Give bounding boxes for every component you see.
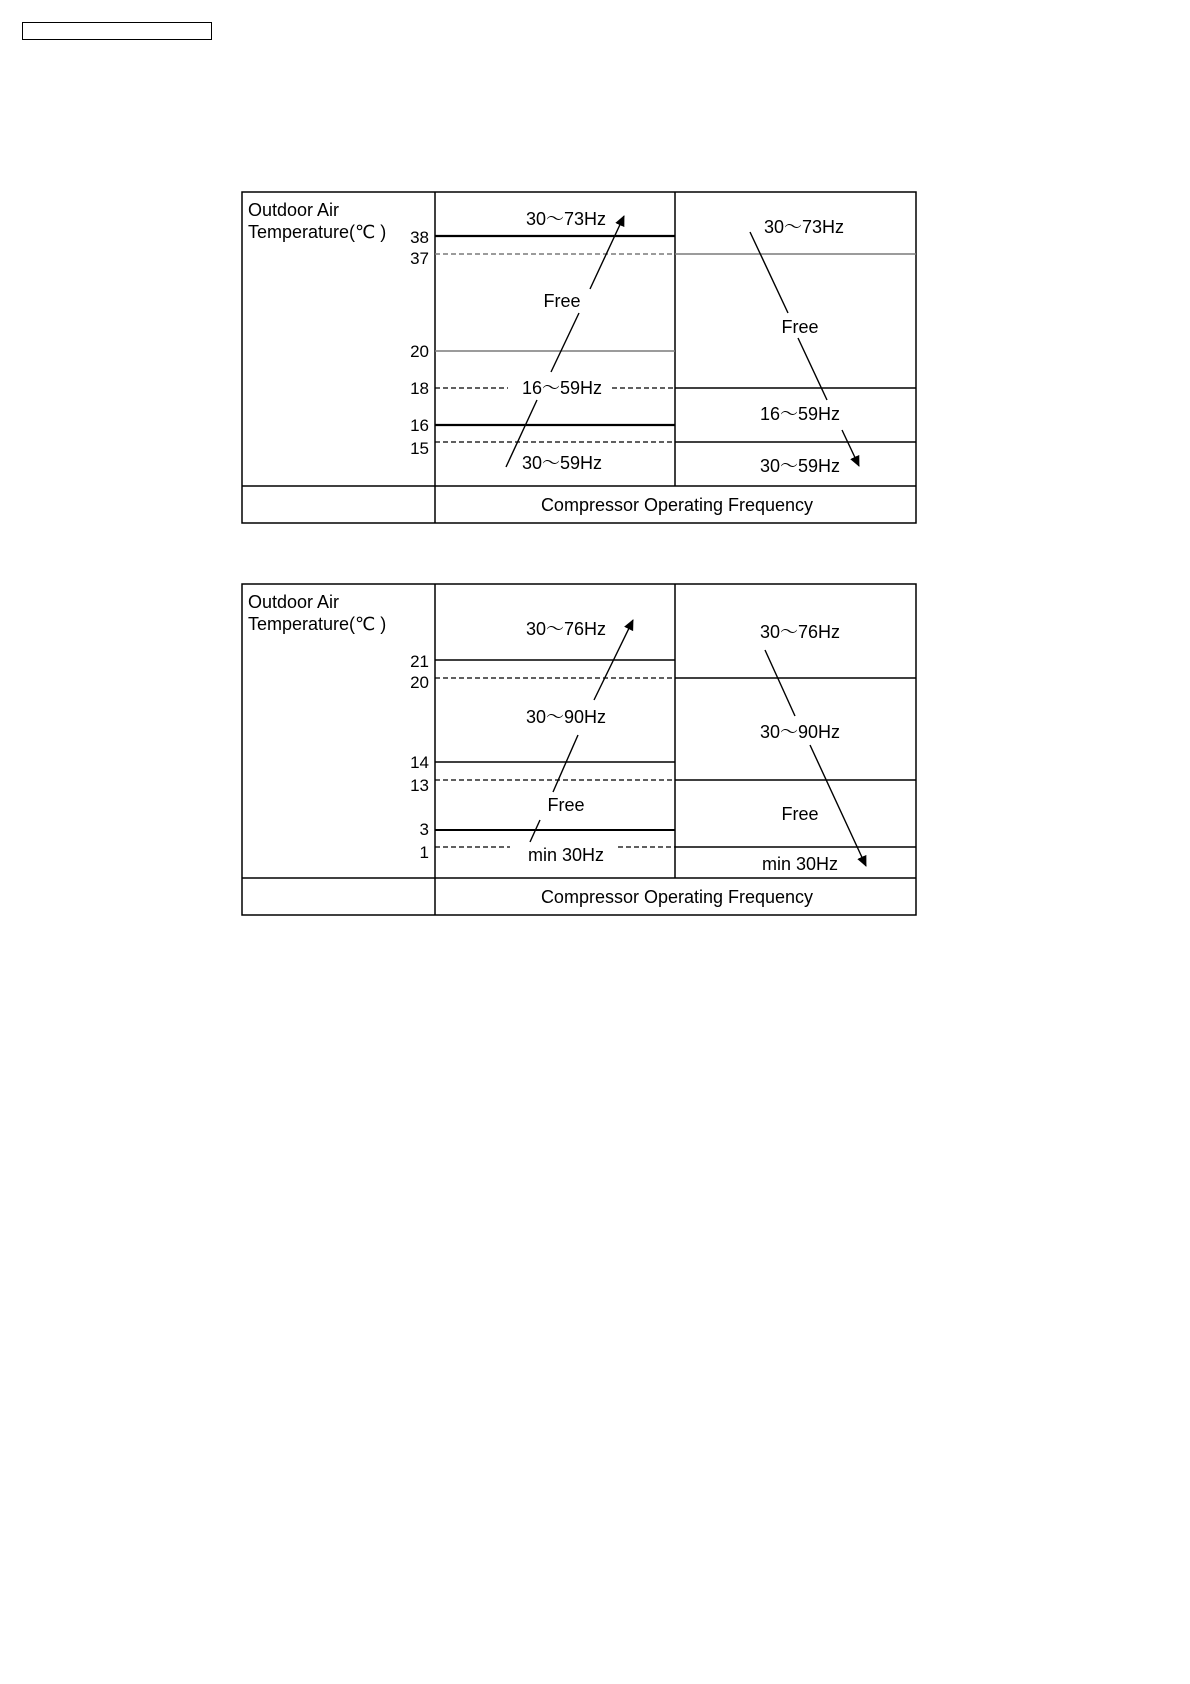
diagram-bottom-tick-13: 13 <box>410 776 429 795</box>
diagram-top-right-arrow-head <box>842 430 859 466</box>
diagram-top-left-middle-band: Free <box>543 291 581 311</box>
diagram-bottom-right-bottom-band: min 30Hz <box>761 854 839 874</box>
diagram-top-left-arrow-seg2 <box>551 313 579 372</box>
diagram-bottom-tick-3: 3 <box>419 820 429 839</box>
diagram-bottom-left-top-band: 30～76Hz <box>525 619 607 639</box>
diagram-top-right-top-band: 30～73Hz <box>763 217 845 237</box>
diagram-bottom-left-arrow-seg2 <box>553 735 578 792</box>
diagram-top-temp-label-line2: Temperature(℃ ) <box>248 222 387 242</box>
diagram-top-footer-label: Compressor Operating Frequency <box>540 495 814 515</box>
diagram-bottom-right-top-band: 30～76Hz <box>759 622 841 642</box>
diagram-top-right-arrow-seg2 <box>798 338 827 400</box>
diagram-bottom-tick-20: 20 <box>410 673 429 692</box>
diagram-bottom-right-arrow-seg1 <box>765 650 795 716</box>
diagram-bottom-temp-label-line2: Temperature(℃ ) <box>248 614 387 634</box>
diagram-bottom-footer-label: Compressor Operating Frequency <box>540 887 814 907</box>
diagram-top-left-bottom-band: 30～59Hz <box>521 453 603 473</box>
diagram-top-tick-15: 15 <box>410 439 429 458</box>
diagram-top-left-top-band: 30～73Hz <box>525 209 607 229</box>
diagram-bottom-temp-label-line1: Outdoor Air <box>248 592 340 612</box>
diagram-bottom-left-lower-band: Free <box>547 795 585 815</box>
diagram-top-right-arrow-seg1 <box>750 232 788 313</box>
diagram-bottom-tick-1: 1 <box>419 843 429 862</box>
diagram-bottom-tick-14: 14 <box>410 753 429 772</box>
diagram-top-tick-38: 38 <box>410 228 429 247</box>
diagram-top-right-lower-band: 16～59Hz <box>759 404 841 424</box>
diagram-top-tick-20: 20 <box>410 342 429 361</box>
diagram-top-tick-18: 18 <box>410 379 429 398</box>
diagram-bottom-tick-21: 21 <box>410 652 429 671</box>
diagram-top <box>242 192 916 523</box>
diagram-top-left-dashed-band: 16～59Hz <box>521 378 603 398</box>
diagram-bottom-left-bottom-band: min 30Hz <box>527 845 605 865</box>
diagram-top-tick-16: 16 <box>410 416 429 435</box>
diagram-bottom-right-middle-band: 30～90Hz <box>759 722 841 742</box>
diagram-top-temp-label-line1: Outdoor Air <box>248 200 340 220</box>
diagram-top-tick-37: 37 <box>410 249 429 268</box>
diagram-top-right-middle-band: Free <box>781 317 819 337</box>
diagram-bottom <box>242 584 916 915</box>
diagram-bottom-left-middle-band: 30～90Hz <box>525 707 607 727</box>
diagram-bottom-right-lower-band: Free <box>781 804 819 824</box>
diagram-top-right-bottom-band: 30～59Hz <box>759 456 841 476</box>
